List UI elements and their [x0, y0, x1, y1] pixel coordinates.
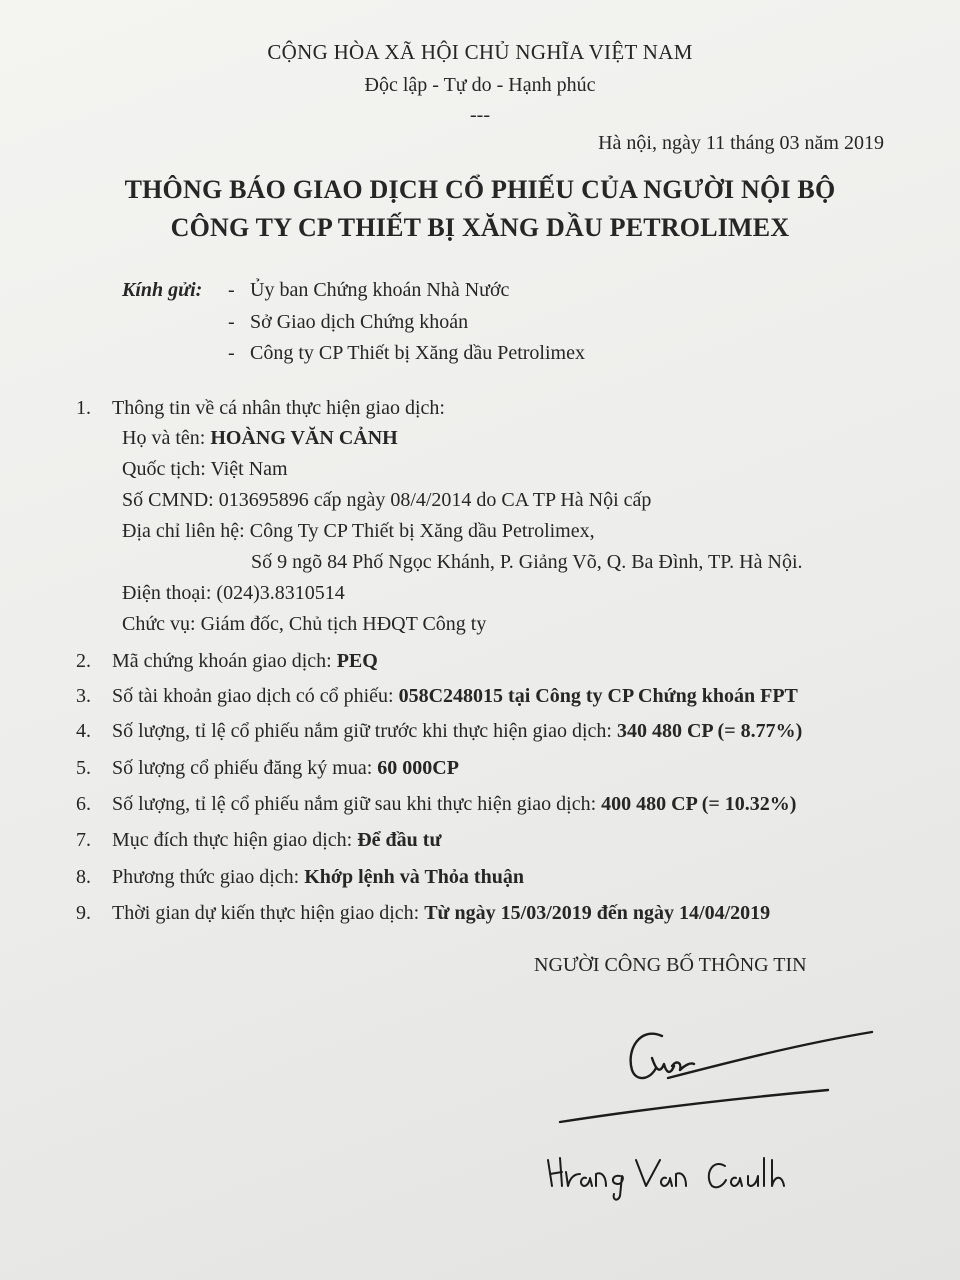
item-number: 7.	[76, 829, 91, 851]
header-separator: ---	[470, 104, 490, 126]
country-header: CỘNG HÒA XÃ HỘI CHỦ NGHĨA VIỆT NAM	[267, 40, 693, 64]
document-title-line1: THÔNG BÁO GIAO DỊCH CỔ PHIẾU CỦA NGƯỜI NỘI BỘ	[124, 175, 836, 204]
item-number: 6.	[76, 793, 91, 815]
item-number: 9.	[76, 902, 91, 924]
recipient-item: - Công ty CP Thiết bị Xăng dầu Petrolimex	[228, 342, 585, 364]
list-item: Thời gian dự kiến thực hiện giao dịch: Từ ngày 15/03/2019 đến ngày 14/04/2019	[112, 902, 771, 924]
motto: Độc lập - Tự do - Hạnh phúc	[364, 74, 596, 96]
id-card-line: Số CMND: 013695896 cấp ngày 08/4/2014 do CA TP Hà Nội cấp	[122, 489, 652, 511]
nationality-line: Quốc tịch: Việt Nam	[122, 458, 288, 480]
phone-line: Điện thoại: (024)3.8310514	[122, 582, 345, 604]
list-item: Mã chứng khoán giao dịch: PEQ	[112, 650, 378, 672]
signer-role: NGƯỜI CÔNG BỐ THÔNG TIN	[534, 954, 807, 976]
section1-heading: Thông tin về cá nhân thực hiện giao dịch:	[112, 397, 445, 419]
address-line: Địa chỉ liên hệ: Công Ty CP Thiết bị Xăng dầu Petrolimex,	[122, 520, 595, 542]
list-item: Phương thức giao dịch: Khớp lệnh và Thỏa thuận	[112, 866, 524, 888]
item-number: 3.	[76, 685, 91, 707]
list-item: Mục đích thực hiện giao dịch: Để đầu tư	[112, 829, 442, 851]
recipient-item: - Sở Giao dịch Chứng khoán	[228, 311, 469, 333]
list-item: Số tài khoản giao dịch có cổ phiếu: 058C248015 tại Công ty CP Chứng khoán FPT	[112, 685, 798, 707]
recipient-item: - Ủy ban Chứng khoán Nhà Nước	[228, 279, 510, 301]
item-number: 5.	[76, 757, 91, 779]
section-number: 1.	[76, 397, 91, 419]
item-number: 8.	[76, 866, 91, 888]
list-item: Số lượng cổ phiếu đăng ký mua: 60 000CP	[112, 757, 459, 779]
document-title-line2: CÔNG TY CP THIẾT BỊ XĂNG DẦU PETROLIMEX	[170, 213, 790, 242]
list-item: Số lượng, tỉ lệ cổ phiếu nắm giữ sau khi thực hiện giao dịch: 400 480 CP (= 10.32%)	[112, 793, 797, 815]
name-line: Họ và tên: HOÀNG VĂN CẢNH	[122, 427, 398, 449]
item-number: 4.	[76, 720, 91, 742]
document-date: Hà nội, ngày 11 tháng 03 năm 2019	[598, 132, 884, 154]
list-item: Số lượng, tỉ lệ cổ phiếu nắm giữ trước khi thực hiện giao dịch: 340 480 CP (= 8.77%)	[112, 720, 803, 742]
item-number: 2.	[76, 650, 91, 672]
name-value: HOÀNG VĂN CẢNH	[210, 427, 398, 449]
recipients-label: Kính gửi:	[122, 279, 203, 301]
address-line-continued: Số 9 ngõ 84 Phố Ngọc Khánh, P. Giảng Võ, Q. Ba Đình, TP. Hà Nội.	[251, 551, 803, 573]
position-line: Chức vụ: Giám đốc, Chủ tịch HĐQT Công ty	[122, 613, 487, 635]
